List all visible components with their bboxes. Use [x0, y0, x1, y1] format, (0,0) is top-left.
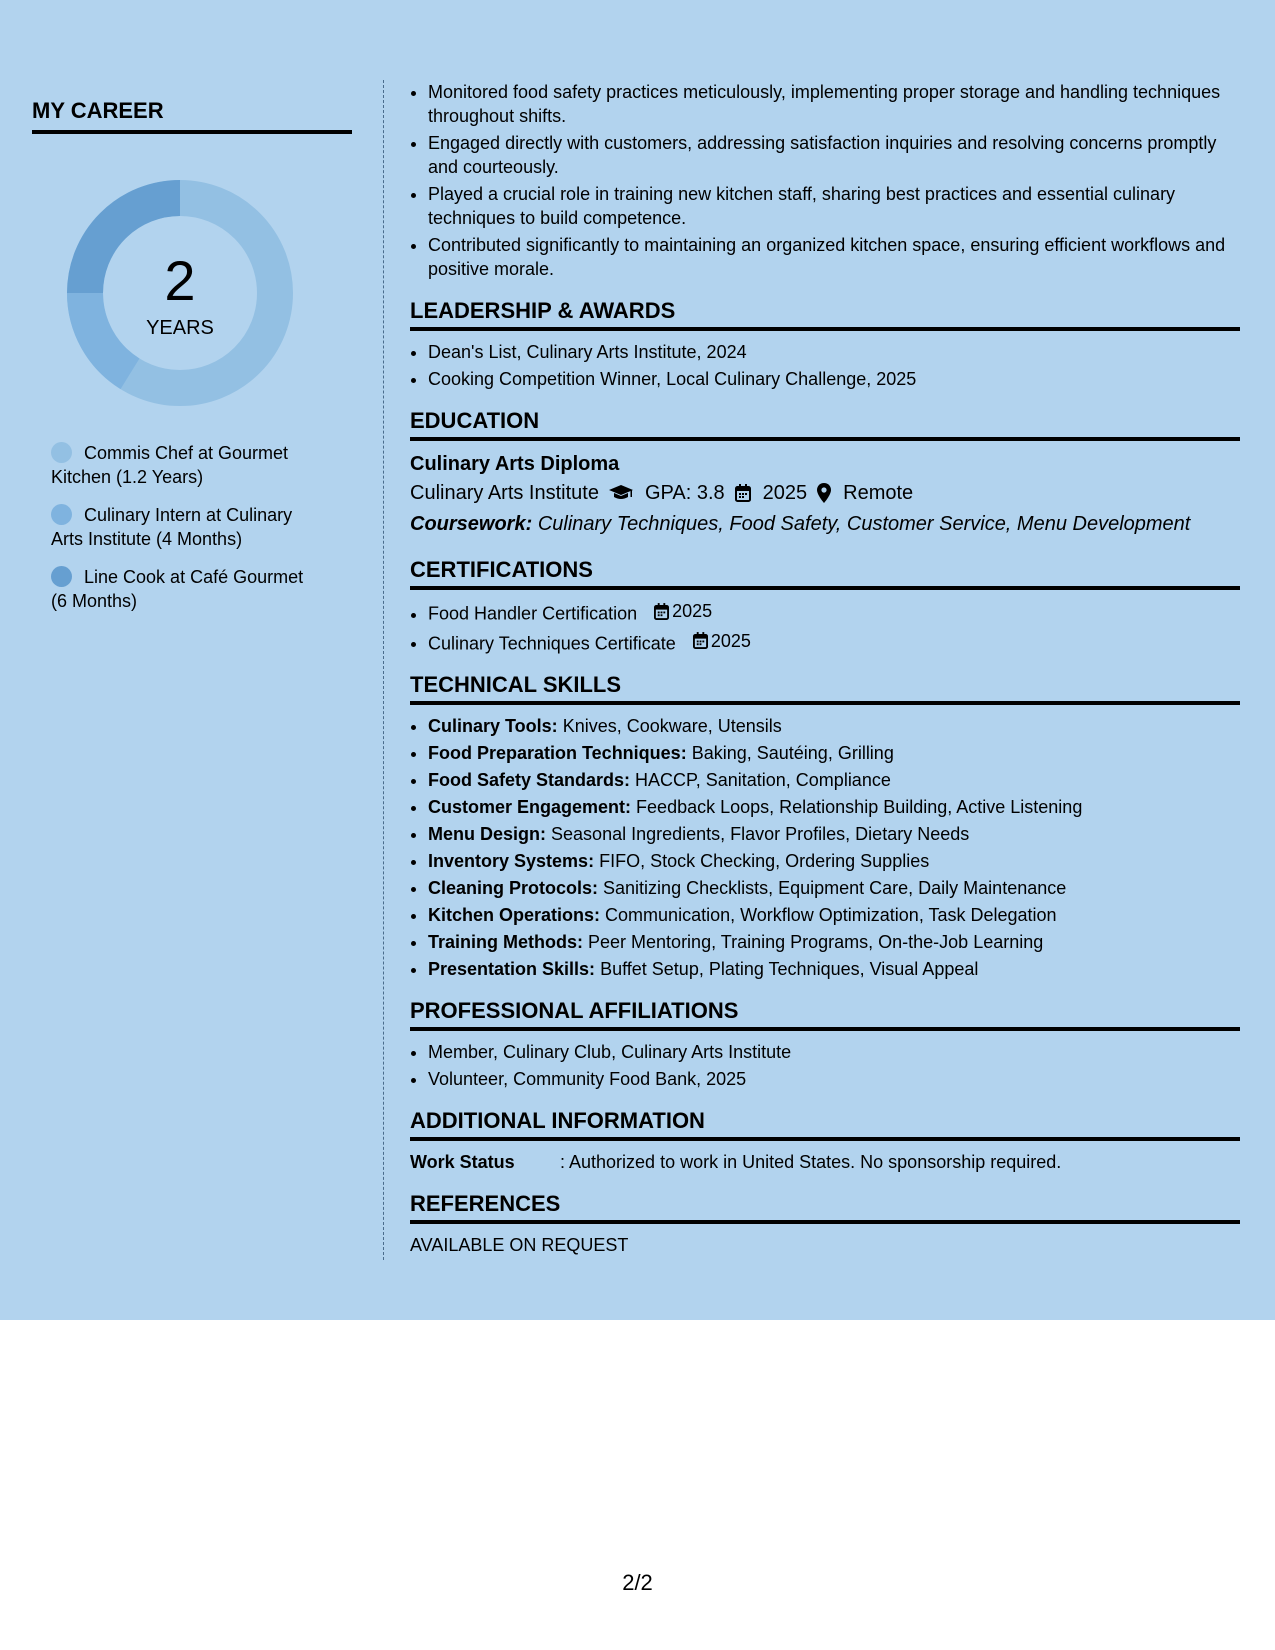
skill-value: Seasonal Ingredients, Flavor Profiles, Dietary Needs [551, 824, 970, 844]
skill-item [428, 714, 1240, 738]
career-donut-chart [67, 180, 293, 406]
list-item: • Played a crucial role in training new kitchen staff, sharing best practices and essential culinary techniques to build competence. [428, 182, 1240, 230]
list-item: • Volunteer, Community Food Bank, 2025 [428, 1067, 1240, 1091]
list-item: • Monitored food safety practices meticulously, implementing proper storage and handling techniques throughout shifts. [428, 80, 1240, 128]
calendar-icon [693, 632, 708, 649]
section-title: ADDITIONAL INFORMATION [410, 1108, 1240, 1141]
gpa: GPA: 3.8 [644, 482, 725, 504]
list-item [428, 629, 1240, 656]
coursework [410, 508, 1240, 540]
certification-year: 2025 [710, 630, 751, 651]
legend-dot [51, 566, 72, 587]
skill-item [428, 741, 1240, 765]
section-title: PROFESSIONAL AFFILIATIONS [410, 998, 1240, 1031]
skill-label: Kitchen Operations: [428, 905, 601, 925]
education-section [410, 408, 1240, 540]
graduation-cap-icon [609, 485, 633, 501]
skill-item [428, 903, 1240, 927]
skill-label: Culinary Tools: [428, 716, 558, 736]
legend-dot [51, 504, 72, 525]
list-item: • Dean's List, Culinary Arts Institute, 2024 [428, 340, 1240, 364]
references-text: AVAILABLE ON REQUEST [410, 1235, 629, 1255]
affiliations-section [410, 998, 1240, 1091]
list-item [428, 599, 1240, 626]
school-name: Culinary Arts Institute [410, 482, 599, 504]
references-section [410, 1191, 1240, 1257]
education-location: Remote [843, 482, 914, 504]
skill-label: Training Methods: [428, 932, 583, 952]
coursework-list: Culinary Techniques, Food Safety, Customer Service, Menu Development [537, 513, 1191, 535]
list-item: • Member, Culinary Club, Culinary Arts Institute [428, 1040, 1240, 1064]
donut-years-number: 2 [164, 249, 196, 312]
calendar-icon [654, 603, 669, 620]
skill-item [428, 930, 1240, 954]
legend-dot [51, 442, 72, 463]
skill-item [428, 795, 1240, 819]
list-item: • Engaged directly with customers, addressing satisfaction inquiries and resolving concerns promptly and courteously. [428, 131, 1240, 179]
career-legend [51, 441, 321, 613]
work-status-label: Work Status [410, 1152, 515, 1172]
skill-value: FIFO, Stock Checking, Ordering Supplies [599, 851, 930, 871]
leadership-section [410, 298, 1240, 391]
education-details [410, 478, 1240, 508]
experience-bullets [410, 80, 1240, 281]
legend-label: Commis Chef at Gourmet Kitchen (1.2 Years) [51, 443, 289, 487]
work-status-value: : Authorized to work in United States. No sponsorship required. [560, 1152, 1062, 1172]
page-number: 2/2 [622, 1570, 653, 1595]
skill-label: Presentation Skills: [428, 959, 596, 979]
location-pin-icon [817, 483, 831, 503]
list-item: • Contributed significantly to maintaining an organized kitchen space, ensuring efficient workflows and positive morale. [428, 233, 1240, 281]
section-title: EDUCATION [410, 408, 1240, 441]
skill-value: Buffet Setup, Plating Techniques, Visual Appeal [600, 959, 979, 979]
donut-years-unit: YEARS [146, 317, 214, 339]
legend-item [51, 503, 321, 551]
skill-item [428, 849, 1240, 873]
certification-name: Food Handler Certification [428, 603, 638, 624]
coursework-label: Coursework: [410, 513, 533, 535]
skill-value: Baking, Sautéing, Grilling [691, 743, 894, 763]
main-content [410, 80, 1240, 1257]
skill-value: HACCP, Sanitation, Compliance [635, 770, 891, 790]
certification-year: 2025 [672, 601, 713, 621]
additional-info-section [410, 1108, 1240, 1174]
skill-label: Food Preparation Techniques: [428, 743, 687, 763]
certifications-section [410, 557, 1240, 655]
legend-label: Line Cook at Café Gourmet (6 Months) [51, 567, 304, 611]
skills-section [410, 672, 1240, 981]
section-title: TECHNICAL SKILLS [410, 672, 1240, 705]
skill-item [428, 822, 1240, 846]
skill-label: Cleaning Protocols: [428, 878, 599, 898]
skill-label: Food Safety Standards: [428, 770, 631, 790]
skill-item [428, 957, 1240, 981]
skill-value: Feedback Loops, Relationship Building, Active Listening [636, 797, 1083, 817]
list-item: • Cooking Competition Winner, Local Culinary Challenge, 2025 [428, 367, 1240, 391]
skill-value: Peer Mentoring, Training Programs, On-the-Job Learning [588, 932, 1044, 952]
column-divider [383, 80, 384, 1260]
skill-item [428, 768, 1240, 792]
career-sidebar [32, 98, 352, 627]
section-title: REFERENCES [410, 1191, 1240, 1224]
legend-label: Culinary Intern at Culinary Arts Institute (4 Months) [51, 505, 293, 549]
skill-value: Sanitizing Checklists, Equipment Care, Daily Maintenance [603, 878, 1067, 898]
legend-item [51, 565, 321, 613]
skill-label: Customer Engagement: [428, 797, 632, 817]
section-title: CERTIFICATIONS [410, 557, 1240, 590]
graduation-year: 2025 [762, 482, 808, 504]
skill-value: Communication, Workflow Optimization, Task Delegation [605, 905, 1057, 925]
skill-label: Inventory Systems: [428, 851, 595, 871]
skill-item [428, 876, 1240, 900]
certification-name: Culinary Techniques Certificate [428, 633, 676, 653]
skill-label: Menu Design: [428, 824, 547, 844]
legend-item [51, 441, 321, 489]
section-title: LEADERSHIP & AWARDS [410, 298, 1240, 331]
calendar-icon [735, 484, 751, 502]
skill-value: Knives, Cookware, Utensils [562, 716, 782, 736]
career-title: MY CAREER [32, 98, 352, 134]
degree-name: Culinary Arts Diploma [410, 453, 620, 475]
work-status-row [410, 1150, 1240, 1174]
